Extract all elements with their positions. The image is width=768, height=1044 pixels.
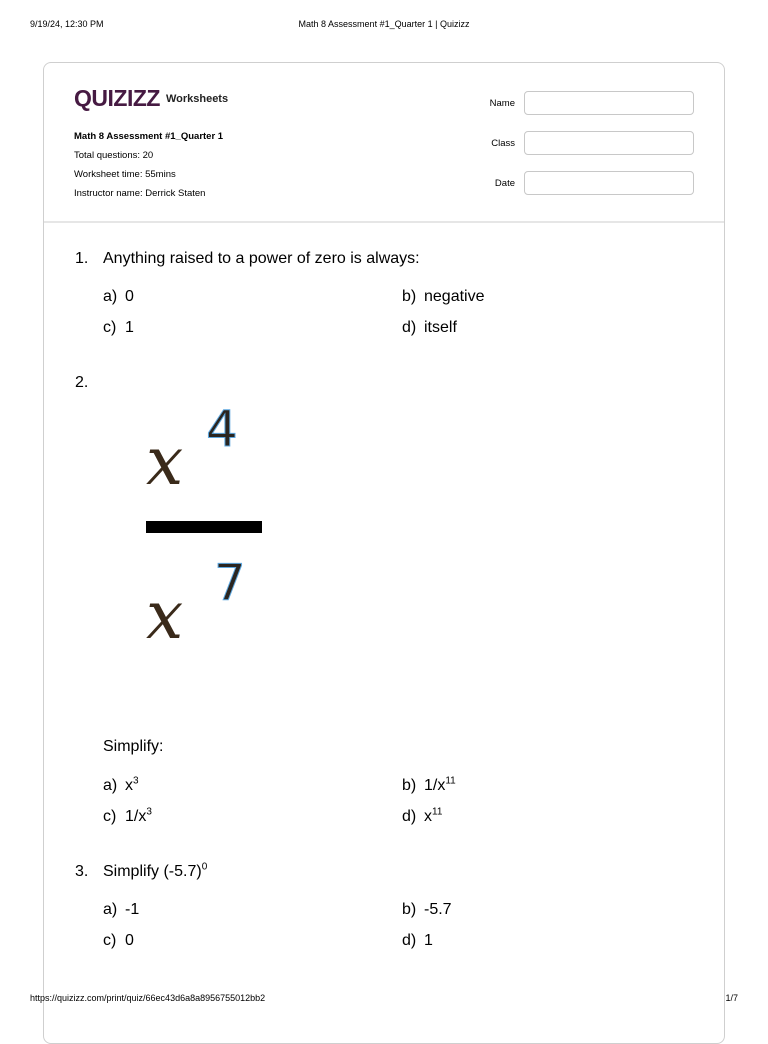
q2-option-b: b) $1/x^{11}$ xyxy=(402,775,456,794)
q3-option-b: b) -5.7 xyxy=(402,901,452,918)
student-fields xyxy=(490,91,694,211)
question-text: Simplify $(-5.7)^0$ xyxy=(103,861,208,880)
denominator-base: x xyxy=(146,577,184,643)
field-class xyxy=(490,131,694,155)
worksheet-time: Worksheet time: 55mins xyxy=(74,169,176,180)
field-class-label: Class xyxy=(491,137,515,149)
print-url: https://quizizz.com/print/quiz/66ec43d6a8a8956755012bb2 xyxy=(30,993,266,1003)
worksheet-title: Math 8 Assessment #1_Quarter 1 xyxy=(74,131,224,142)
total-questions: Total questions: 20 xyxy=(74,150,154,161)
fraction-bar xyxy=(146,521,262,533)
class-input[interactable] xyxy=(524,131,694,155)
print-title: Math 8 Assessment #1_Quarter 1 | Quizizz xyxy=(298,19,470,29)
fraction-image xyxy=(144,398,264,643)
question-text: Anything raised to a power of zero is always: xyxy=(103,250,420,267)
worksheet-card xyxy=(43,62,725,1044)
q2-option-d: d) $x^{11}$ xyxy=(402,806,443,825)
logo-product: Worksheets xyxy=(165,92,229,105)
logo-wordmark: QUIZIZZ xyxy=(74,85,160,111)
instructor-name: Instructor name: Derrick Staten xyxy=(74,188,206,199)
field-name-label: Name xyxy=(489,97,515,109)
numerator-base: x xyxy=(146,423,184,500)
field-date xyxy=(490,171,694,195)
question-text: Simplify: xyxy=(103,738,164,755)
q1-option-d: d) itself xyxy=(402,319,457,336)
numerator-exponent: 4 xyxy=(206,400,238,458)
q2-option-a: a) $x^3$ xyxy=(103,775,139,794)
question-number: 2. xyxy=(75,374,89,391)
question-number: 1. xyxy=(75,250,89,267)
q1-option-b: b) negative xyxy=(402,288,485,305)
q3-option-d: d) 1 xyxy=(402,932,433,949)
print-datetime: 9/19/24, 12:30 PM xyxy=(30,19,104,29)
question-number: 3. xyxy=(75,863,89,880)
name-input[interactable] xyxy=(524,91,694,115)
field-name xyxy=(490,91,694,115)
field-date-label: Date xyxy=(494,177,515,189)
quizizz-logo xyxy=(74,85,228,112)
q3-option-c: c) 0 xyxy=(103,932,134,949)
worksheet-meta xyxy=(74,127,223,203)
q1-option-c: c) 1 xyxy=(103,319,134,336)
q1-option-a: a) 0 xyxy=(103,288,134,305)
date-input[interactable] xyxy=(524,171,694,195)
worksheet-header xyxy=(44,63,724,223)
q2-option-c: c) $1/x^3$ xyxy=(103,806,152,825)
print-page-number: 1/7 xyxy=(725,993,738,1003)
denominator-exponent: 7 xyxy=(214,554,246,612)
q3-option-a: a) -1 xyxy=(103,901,140,918)
